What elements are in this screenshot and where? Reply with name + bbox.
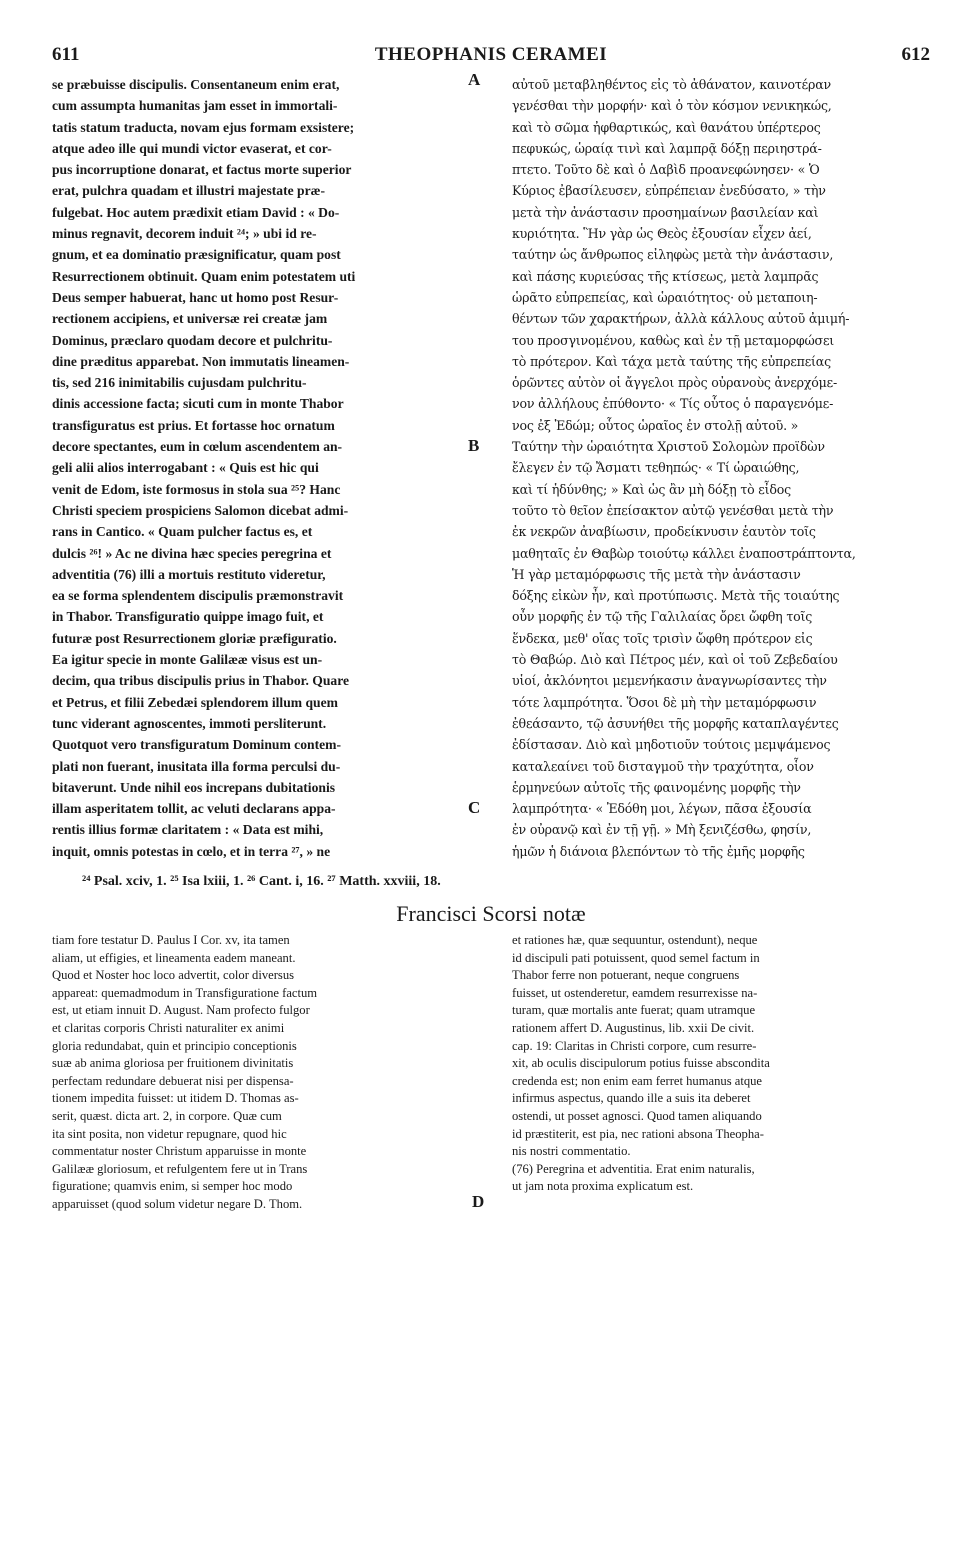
- page-number-right: 612: [901, 44, 930, 65]
- latin-text-line: illam asperitatem tollit, ac veluti declarans appa-: [52, 801, 336, 817]
- greek-text-line: καὶ πάσης κυριεύσας τῆς κτίσεως, μετὰ λαμπρᾶς: [512, 268, 819, 284]
- greek-text-line: καὶ τί ἡδύνθης; » Καὶ ὡς ἂν μὴ δόξῃ τὸ εἶδος: [512, 481, 791, 497]
- notes-columns: [52, 932, 930, 1214]
- latin-text-line: in Thabor. Transfiguratio quippe imago fuit, et: [52, 609, 324, 625]
- notes-right-column: [512, 932, 930, 1214]
- note-text-line: (76) Peregrina et adventitia. Erat enim naturalis,: [512, 1161, 755, 1176]
- margin-marker-c: C: [468, 798, 481, 817]
- note-text-line: appareat: quemadmodum in Transfiguratione factum: [52, 985, 318, 1000]
- note-text-line: gloria redundabat, quin et principio conceptionis: [52, 1038, 297, 1053]
- page-header: [52, 40, 930, 70]
- greek-text-line: Κύριος ἐβασίλευσεν, εὐπρέπειαν ἐνεδύσατο, » τὴν: [512, 183, 826, 199]
- greek-text-line: μαθηταῖς ἐν Θαβὼρ τοιούτῳ κάλλει ἐναποστράπτοντα,: [512, 545, 856, 561]
- latin-text-line: tatis statum traducta, novam ejus formam exsistere;: [52, 119, 355, 135]
- note-text-line: tiam fore testatur D. Paulus I Cor. xv, ita tamen: [52, 933, 290, 947]
- note-text-line: ostendi, ut posset agnosci. Quod tamen aliquando: [512, 1108, 762, 1123]
- latin-text-line: bitaverunt. Unde nihil eos increpans dubitationis: [52, 779, 336, 795]
- greek-text-line: ἐδίστασαν. Διὸ καὶ μηδοτιοῦν τούτοις μεμψάμενος: [512, 737, 831, 753]
- greek-text-line: ἐκ νεκρῶν ἀναβίωσιν, προδείκνυσιν ἑαυτὸν τοῖς: [512, 524, 816, 540]
- latin-text-line: Deus semper habuerat, hanc ut homo post Resur-: [52, 289, 339, 305]
- latin-text-line: dinis accessione facta; sicuti cum in monte Thabor: [52, 396, 344, 412]
- note-text-line: cap. 19: Claritas in Christi corpore, cum resurre-: [512, 1038, 757, 1053]
- greek-text-line: τὸ Θαβώρ. Διὸ καὶ Πέτρος μέν, καὶ οἱ τοῦ Ζεβεδαίου: [512, 652, 838, 668]
- latin-text-line: erat, pulchra quadam et illustri majestate præ-: [52, 183, 325, 199]
- greek-text-line: δόξης εἰκὼν ἦν, καὶ προτύπωσις. Μετὰ τῆς τοιαύτης: [512, 588, 840, 604]
- greek-text-line: κυριότητα. Ἣν γὰρ ὡς Θεὸς ἐξουσίαν εἶχεν ἀεί,: [512, 226, 812, 242]
- latin-text-line: rans in Cantico. « Quam pulcher factus es, et: [52, 524, 313, 540]
- greek-text-line: [512, 862, 930, 864]
- greek-text-line: τὸ πρότερον. Καὶ τάχα μετὰ ταύτης τῆς εὐπρεπείας: [512, 353, 831, 369]
- note-text-line: serit, quæst. dicta art. 2, in corpore. Quæ cum: [52, 1108, 282, 1123]
- latin-text-line: tunc viderant agnoscentes, immoti persliterunt.: [52, 715, 327, 731]
- latin-text-line: Resurrectionem obtinuit. Quam enim potestatem uti: [52, 268, 356, 284]
- note-text-line: tionem impedita fuisset: ut itidem D. Thomas as-: [52, 1091, 299, 1106]
- latin-text-line: dulcis ²⁶! » Ac ne divina hæc species peregrina et: [52, 545, 332, 561]
- greek-text-line: ἑρμηνεύων αὐτοῖς τῆς φαινομένης μορφῆς τὴν: [512, 779, 801, 795]
- latin-text-line: decim, qua tribus discipulis prius in Thabor. Quare: [52, 673, 350, 689]
- latin-column: [52, 74, 470, 864]
- latin-text-line: adventitia (76) illi a mortuis restituto videretur,: [52, 566, 326, 582]
- latin-text-line: fulgebat. Hoc autem prædixit etiam David : « Do-: [52, 204, 340, 220]
- greek-text-line: θέντων τῶν χαρακτήρων, ἀλλὰ κάλλους αὐτοῦ ἀμιμή-: [512, 311, 850, 327]
- latin-text-line: inquit, omnis potestas in cœlo, et in terra ²⁷, » ne: [52, 843, 331, 859]
- notes-left-column: [52, 932, 470, 1214]
- latin-text-line: rectionem accipiens, et universæ rei creatæ jam: [52, 311, 328, 327]
- latin-text-line: pus incorruptione donarat, et factus morte superior: [52, 162, 352, 178]
- latin-text-line: decore spectantes, eum in cœlum ascendentem an-: [52, 439, 343, 455]
- note-text-line: id discipuli pati potuissent, quod semel factum in: [512, 950, 760, 965]
- latin-text-line: futuræ post Resurrectionem gloriæ præfiguratio.: [52, 630, 337, 646]
- note-text-line: suæ ab anima gloriosa per fruitionem divinitatis: [52, 1056, 294, 1071]
- latin-text-line: minus regnavit, decorem induit ²⁴; » ubi id re-: [52, 226, 317, 242]
- note-text-line: Galilææ gloriosum, et refulgentem fere ut in Trans: [52, 1161, 308, 1176]
- note-text-line: apparuisset (quod solum videtur negare D. Thom.: [52, 1196, 303, 1211]
- note-text-line: fuisset, ut ostenderetur, eamdem resurrexisse na-: [512, 985, 758, 1000]
- margin-marker-a: A: [468, 70, 481, 89]
- latin-text-line: plati non fuerant, inusitata illa forma perculsi du-: [52, 758, 341, 774]
- greek-text-line: οὖν μορφῆς ἐν τῷ τῆς Γαλιλαίας ὄρει ὤφθη τοῖς: [512, 609, 813, 625]
- latin-text-line: Dominus, præclaro quodam decore et pulchritu-: [52, 332, 333, 348]
- greek-text-line: Ἡ γὰρ μεταμόρφωσις τῆς μετὰ τὴν ἀνάστασιν: [512, 566, 801, 582]
- latin-text-line: rentis illius formæ claritatem : « Data est mihi,: [52, 822, 324, 838]
- latin-text-line: cum assumpta humanitas jam esset in immortali-: [52, 98, 338, 114]
- note-text-line: infirmus aspectus, quando ille a suis ita deberet: [512, 1091, 751, 1106]
- greek-text-line: Ταύτην τὴν ὡραιότητα Χριστοῦ Σολομὼν προϊδὼν: [512, 439, 825, 455]
- greek-text-line: τοῦτο τὸ θεῖον ἐπείσακτον αὐτῷ γενέσθαι μετὰ τὴν: [512, 502, 834, 518]
- note-text-line: aliam, ut effigies, et lineamenta eadem maneant.: [52, 950, 296, 965]
- margin-marker-d: D: [472, 1192, 485, 1211]
- note-text-line: ut jam nota proxima explicatum est.: [512, 1179, 694, 1194]
- latin-text-line: ea se forma splendentem discipulis præmonstravit: [52, 588, 344, 604]
- greek-text-line: αὐτοῦ μεταβληθέντος εἰς τὸ ἀθάνατον, καινοτέραν: [512, 77, 831, 92]
- latin-text-line: transfiguratus est prius. Et fortasse hoc ornatum: [52, 417, 335, 433]
- greek-text-line: ὡρᾶτο εὐπρεπείας, καὶ ὡραιότητος· οὐ μεταποιη-: [512, 289, 818, 305]
- latin-text-line: gnum, et ea dominatio præsignificatur, quam post: [52, 247, 341, 263]
- greek-text-line: νος ἐξ Ἐδώμ; οὗτος ὡραῖος ἐν στολῇ αὐτοῦ. »: [512, 417, 799, 433]
- greek-text-line: λαμπρότητα· « Ἐδόθη μοι, λέγων, πᾶσα ἐξουσία: [512, 801, 812, 817]
- notes-title: Francisci Scorsi notæ: [396, 901, 586, 926]
- page-number-left: 611: [52, 44, 80, 65]
- greek-text-line: ἕνδεκα, μεθ' οἵας τοῖς τρισὶν ὤφθη πρότερον εἰς: [512, 630, 813, 646]
- note-text-line: rationem affert D. Augustinus, lib. xxii De civit.: [512, 1020, 755, 1035]
- latin-text-line: geli alii alios interrogabant : « Quis est hic qui: [52, 460, 319, 476]
- greek-text-line: του προσγινομένου, καθὼς καὶ ἐν τῇ μεταμορφώσει: [512, 332, 835, 348]
- note-text-line: Quod et Noster hoc loco advertit, color diversus: [52, 968, 295, 983]
- margin-marker-b: B: [468, 436, 480, 455]
- latin-text-line: dine præditus apparebat. Non immutatis lineamen-: [52, 353, 350, 369]
- greek-text-line: νον ἀλλήλους ἐπύθοντο· « Τίς οὗτος ὁ παραγενόμε-: [512, 396, 834, 412]
- greek-text-line: ἐθεάσαντο, τῷ ἀσυνήθει τῆς μορφῆς καταπλαγέντες: [512, 715, 839, 731]
- greek-text-line: μετὰ τὴν ἀνάστασιν προσημαίνων βασιλείαν καὶ: [512, 204, 819, 220]
- note-text-line: Thabor ferre non potuerant, neque congruens: [512, 968, 740, 983]
- greek-text-line: ἡμῶν ἡ διάνοια βλεπόντων τὸ τῆς ἐμῆς μορφῆς: [512, 843, 805, 859]
- note-text-line: ita sint posita, non videtur repugnare, quod hic: [52, 1126, 287, 1141]
- note-text-line: turam, quæ mortalis ante fuerat; quam utramque: [512, 1003, 756, 1018]
- latin-text-line: Ea igitur specie in monte Galilææ visus est un-: [52, 652, 323, 668]
- latin-text-line: atque adeo ille qui mundi victor evaserat, et cor-: [52, 140, 332, 156]
- greek-column: [512, 74, 930, 864]
- note-text-line: nis nostri commentatio.: [512, 1144, 631, 1159]
- footnotes: ²⁴ Psal. xciv, 1. ²⁵ Isa lxiii, 1. ²⁶ Cant. i, 16. ²⁷ Matth. xxviii, 18.: [82, 874, 441, 889]
- note-text-line: et claritas corporis Christi naturaliter ex animi: [52, 1020, 285, 1035]
- note-text-line: figuratione; quamvis enim, si semper hoc modo: [52, 1179, 293, 1194]
- greek-text-line: ὁρῶντες αὐτὸν οἱ ἄγγελοι πρὸς οὐρανοὺς ἀνερχόμε-: [512, 375, 838, 391]
- greek-text-line: ἔλεγεν ἐν τῷ Ἄσματι τεθηπώς· « Τί ὡραιώθης,: [512, 460, 800, 476]
- running-title: THEOPHANIS CERAMEI: [374, 44, 608, 65]
- latin-text-line: tis, sed 216 inimitabilis cujusdam pulchritu-: [52, 375, 307, 391]
- latin-text-line: Christi speciem prospiciens Salomon dicebat admi-: [52, 502, 349, 518]
- greek-text-line: γενέσθαι τὴν μορφήν· καὶ ὁ τὸν κόσμον νενικηκώς,: [512, 98, 832, 114]
- note-text-line: id præstiterit, est pia, nec rationi absona Theopha-: [512, 1126, 764, 1141]
- latin-text-line: [52, 862, 470, 864]
- greek-text-line: καὶ τὸ σῶμα ἠφθαρτικώς, καὶ θανάτου ὑπέρτερος: [512, 119, 821, 135]
- greek-text-line: πτετο. Τοῦτο δὲ καὶ ὁ Δαβὶδ προανεφώνησεν· « Ὁ: [512, 162, 820, 178]
- greek-text-line: τότε λαμπρότητα. Ὅσοι δὲ μὴ τὴν μεταμόρφωσιν: [512, 694, 817, 710]
- note-text-line: perfectam redundare debuerat nisi per dispensa-: [52, 1073, 294, 1088]
- main-text-columns: [52, 74, 930, 864]
- greek-text-line: καταλεαίνει τοῦ δισταγμοῦ τὴν τραχύτητα, οἷον: [512, 758, 814, 774]
- note-text-line: credenda est; non enim eam ferret humanus atque: [512, 1073, 763, 1088]
- latin-text-line: se præbuisse discipulis. Consentaneum enim erat,: [52, 77, 340, 92]
- latin-text-line: et Petrus, et filii Zebedæi splendorem illum quem: [52, 694, 338, 710]
- greek-text-line: ἐν οὐρανῷ καὶ ἐν τῇ γῇ. » Μὴ ξενιζέσθω, φησίν,: [512, 822, 812, 838]
- latin-text-line: Quotquot vero transfiguratum Dominum contem-: [52, 737, 341, 753]
- greek-text-line: ταύτην ὡς ἄνθρωπος εἰληφὼς μετὰ τὴν ἀνάστασιν,: [512, 247, 834, 263]
- greek-text-line: πεφυκώς, ὡραίᾳ τινὶ καὶ λαμπρᾷ δόξῃ περιηστρά-: [512, 140, 822, 156]
- greek-text-line: υἱοί, ἀκλόνητοι μεμενήκασιν ἀναγνωρίσαντες τὴν: [512, 673, 827, 689]
- latin-text-line: venit de Edom, iste formosus in stola sua ²⁵? Hanc: [52, 481, 341, 497]
- note-text-line: commentatur noster Christum apparuisse in monte: [52, 1144, 307, 1159]
- note-text-line: xit, ab oculis discipulorum potius fuisse abscondita: [512, 1056, 770, 1071]
- note-text-line: est, ut etiam innuit D. August. Nam profecto fulgor: [52, 1003, 310, 1018]
- note-text-line: et rationes hæ, quæ sequuntur, ostendunt), neque: [512, 933, 758, 947]
